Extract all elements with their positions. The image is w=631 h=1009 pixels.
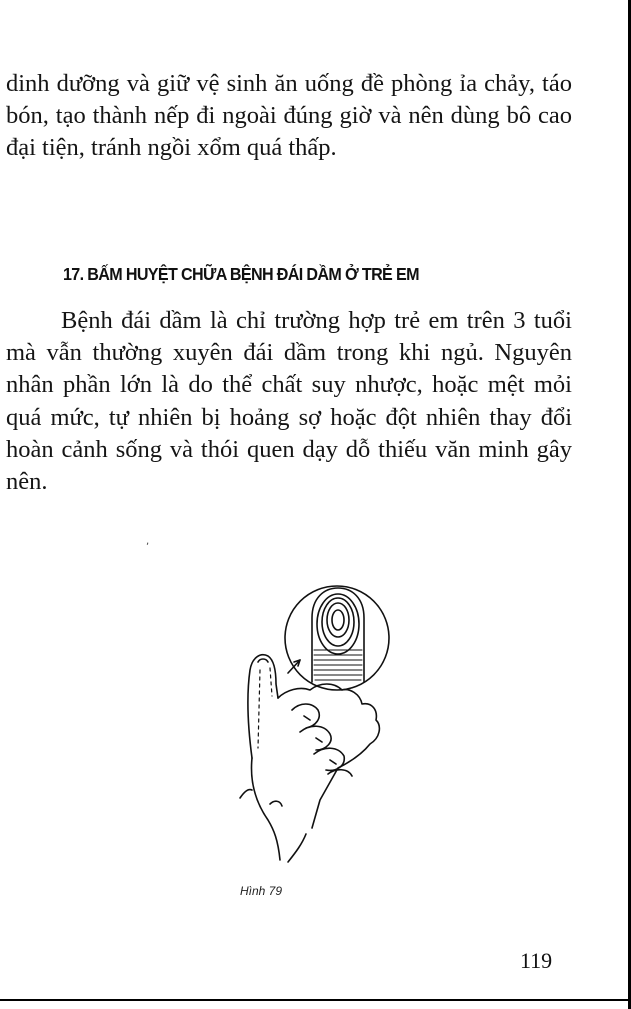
section-heading: 17. BẤM HUYỆT CHỮA BỆNH ĐÁI DẦM Ở TRẺ EM: [63, 264, 419, 284]
page-number: 119: [520, 948, 553, 973]
hand-acupressure-illustration: [200, 578, 400, 878]
figure-caption: Hình 79: [240, 884, 283, 898]
hand-thumb: [248, 655, 278, 758]
magnified-thumb-circle: [285, 586, 389, 690]
hand-fingers: [292, 704, 352, 776]
page-edge-bottom: [0, 999, 631, 1001]
magnified-thumb: [312, 588, 364, 682]
hand-wrist: [252, 758, 280, 860]
paragraph-bedwetting: Bệnh đái dầm là chỉ trường hợp trẻ em trên 3 tuổi mà vẫn thường xuyên đái dầm trong khi ngủ. Nguyên nhân phần lớn là do thể chất suy nhược, hoặc mệt mỏi quá mức, tự nhiên bị hoảng sợ hoặc đột nhiên thay đổi hoàn cảnh sống và thói quen dạy dỗ thiếu văn minh gây nên.: [6, 307, 572, 496]
stray-mark: ,: [146, 536, 150, 547]
hand-palm: [278, 684, 379, 828]
paragraph-continued: dinh dưỡng và giữ vệ sinh ăn uống đề phòng ỉa chảy, táo bón, tạo thành nếp đi ngoài đúng giờ và nên dùng bô cao đại tiện, tránh ngồi xổm quá thấp.: [6, 70, 572, 162]
